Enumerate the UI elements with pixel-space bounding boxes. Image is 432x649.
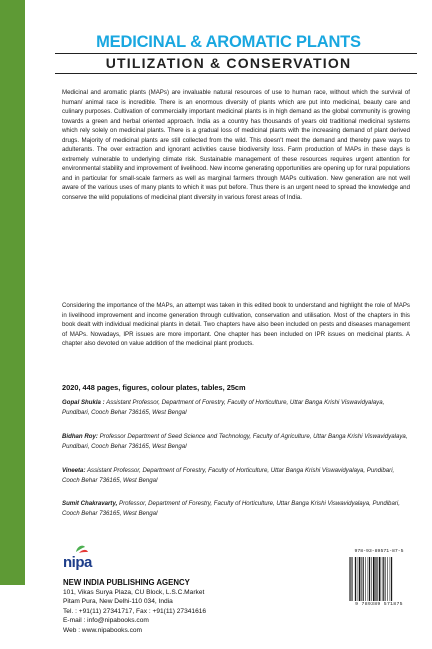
- author-name: Vineeta:: [62, 467, 86, 474]
- nipa-logo: [63, 544, 101, 574]
- author-entry: [62, 398, 410, 417]
- green-spine-strip: [0, 0, 25, 585]
- publisher-website: Web : www.nipabooks.com: [63, 626, 143, 634]
- author-entry: [62, 432, 410, 451]
- publisher-block: [63, 578, 206, 636]
- title-rule-bottom: [55, 73, 417, 74]
- author-name: Sumit Chakravarty,: [62, 500, 118, 507]
- book-details: 2020, 448 pages, figures, colour plates, tables, 25cm: [62, 383, 246, 392]
- title-rule-top: [55, 53, 417, 54]
- isbn-barcode: [347, 549, 411, 611]
- barcode-digits: 9 789389 571875: [355, 602, 403, 607]
- author-affiliation: Assistant Professor, Department of Forestry, Faculty of Horticulture, Uttar Banga Krishi Viswavidyalaya, Pundibari, Cooch Behar 736165, West Bengal: [62, 467, 395, 484]
- publisher-address-1: 101, Vikas Surya Plaza, CU Block, L.S.C.Market: [63, 588, 205, 596]
- publisher-email: E-mail : info@nipabooks.com: [63, 617, 149, 625]
- author-name: Gopal Shukla :: [62, 399, 105, 406]
- description-paragraph-2: Considering the importance of the MAPs, an attempt was taken in this edited book to understand and highlight the role of MAPs in livelihood improvement and income generation through cultivation, conservation and utilisation. Most of the chapters in this book dealt with individual medicinal plants in detail. Two chapters have also been included on pests and diseases management of MAPs. Nowadays, IPR issues are more important. One chapter has been included on IPR issues on medicinal plants. A chapter also devoted on value addition of the medicinal plant products.: [62, 302, 410, 348]
- barcode-bars: [349, 557, 409, 601]
- isbn-text: 978-93-89571-87-5: [354, 549, 404, 554]
- description-paragraph-1: Medicinal and aromatic plants (MAPs) are invaluable natural resources of use to human race, without which the survival of human/ animal race is incredible. There is an enormous diversity of plants which are put into medicinal, beauty care and culinary purposes. Cultivation of commercially important medicinal plants is in high demand as the global community is growing towards a green and herbal oriented approach. India as a country has thousands of years old traditional medicinal systems which rely solely on medicinal plants. There is a gradual loss of medicinal plants with the increasing demand of plant derived drugs. Majority of medicinal plants are still collected from the wild. This doesn't meet the demand and thereby pave ways to adulterants. The over extraction and ignorant activities cause biodiversity loss. Farm production of MAPs in these days is extremely vulnerable to underlying climate risk. Sustainable management of these resources requires urgent attention for environmental stability and improvement of livelihood. New income generating opportunities are opening up for rural populations and in particular for small-scale farmers as well as marginal farmers through MAPs cultivation. New generation are not well aware of the various uses of many plants to which it was put before. Thus there is an urgent need to spread the knowledge and conserve the wild populations of medicinal plant diversity in various forest areas of India.: [62, 89, 410, 202]
- publisher-phone: Tel. : +91(11) 27341717, Fax : +91(11) 27341616: [63, 607, 207, 615]
- author-affiliation: Professor, Department of Forestry, Faculty of Horticulture, Uttar Banga Krishi Viswavidyalaya, Pundibari, Cooch Behar 736165, West Bengal: [62, 500, 400, 517]
- author-entry: [62, 466, 410, 485]
- author-affiliation: Professor Department of Seed Science and Technology, Faculty of Agriculture, Uttar Banga Krishi Viswavidyalaya, Pundibari, Cooch Behar 736165, West Bengal: [62, 433, 408, 450]
- author-entry: [62, 499, 410, 518]
- publisher-address-2: Pitam Pura, New Delhi-110 034, India: [63, 598, 173, 606]
- logo-text: nipa: [63, 554, 92, 571]
- publisher-name: NEW INDIA PUBLISHING AGENCY: [63, 578, 190, 587]
- author-affiliation: Assistant Professor, Department of Forestry, Faculty of Horticulture, Uttar Banga Krishi Viswavidyalaya, Pundibari, Cooch Behar 736165, West Bengal: [62, 399, 385, 416]
- author-name: Bidhan Roy:: [62, 433, 98, 440]
- title-line-2: UTILIZATION & CONSERVATION: [105, 55, 352, 71]
- title-line-1: MEDICINAL & AROMATIC PLANTS: [96, 33, 361, 51]
